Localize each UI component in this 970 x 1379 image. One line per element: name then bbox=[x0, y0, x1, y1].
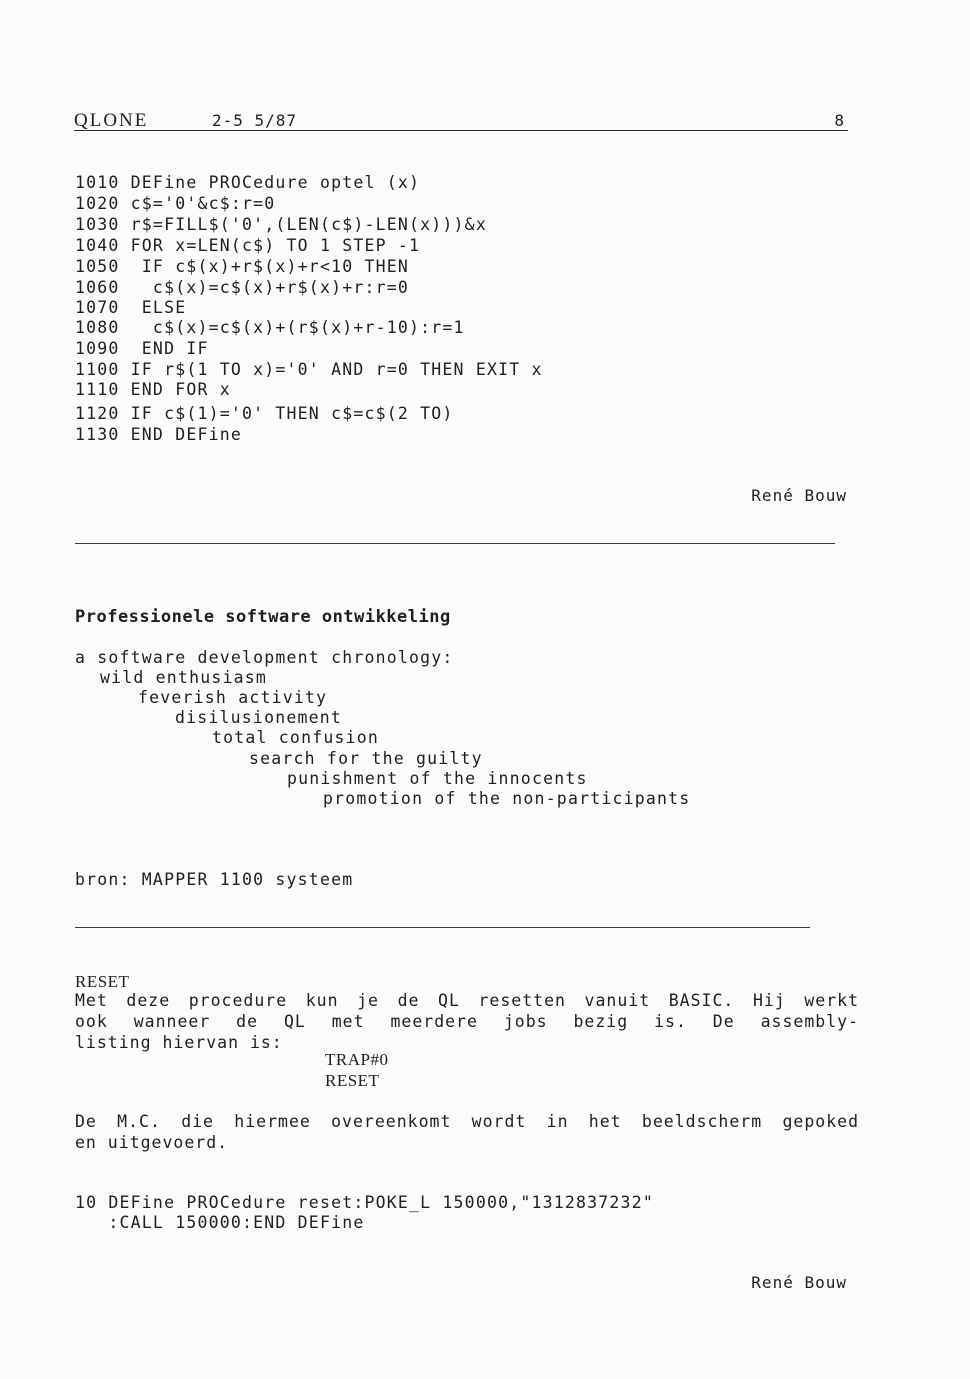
code-line: 1050 IF c$(x)+r$(x)+r<10 THEN bbox=[75, 257, 410, 276]
code-line: 1090 END IF bbox=[75, 339, 209, 358]
chronology-item: total confusion bbox=[212, 728, 380, 747]
chronology-item: disilusionement bbox=[175, 708, 343, 727]
section-heading: RESET bbox=[75, 972, 130, 991]
code-line: 1110 END FOR x bbox=[75, 380, 231, 399]
paragraph-line: Met deze procedure kun je de QL resetten vanuit BASIC. Hij werkt bbox=[75, 991, 859, 1010]
code-line: 1120 IF c$(1)='0' THEN c$=c$(2 TO) bbox=[75, 404, 454, 423]
magazine-title: QLONE bbox=[74, 110, 149, 131]
chronology-item: punishment of the innocents bbox=[287, 769, 588, 788]
assembly-line: RESET bbox=[325, 1071, 380, 1090]
body-paragraph bbox=[75, 1111, 859, 1153]
paragraph-line: ook wanneer de QL met meerdere jobs bezig is. De assembly- bbox=[75, 1012, 859, 1031]
paragraph-line: en uitgevoerd. bbox=[75, 1133, 229, 1152]
chronology-item: promotion of the non-participants bbox=[323, 789, 691, 808]
section-divider bbox=[75, 543, 835, 544]
code-line: 1040 FOR x=LEN(c$) TO 1 STEP -1 bbox=[75, 236, 421, 255]
paragraph-line: listing hiervan is: bbox=[75, 1033, 283, 1052]
source-note: bron: MAPPER 1100 systeem bbox=[75, 870, 354, 889]
code-line: 1030 r$=FILL$('0',(LEN(c$)-LEN(x)))&x bbox=[75, 215, 487, 234]
paragraph-line: De M.C. die hiermee overeenkomt wordt in het beeldscherm gepoked bbox=[75, 1112, 859, 1131]
code-line: 1020 c$='0'&c$:r=0 bbox=[75, 194, 276, 213]
chronology-item: feverish activity bbox=[138, 688, 328, 707]
code-line: :CALL 150000:END DEFine bbox=[75, 1213, 365, 1232]
code-line: 1060 c$(x)=c$(x)+r$(x)+r:r=0 bbox=[75, 278, 410, 297]
page-header bbox=[74, 110, 848, 131]
assembly-line: TRAP#0 bbox=[325, 1050, 389, 1069]
code-line: 1080 c$(x)=c$(x)+(r$(x)+r-10):r=1 bbox=[75, 318, 465, 337]
author-signature: René Bouw bbox=[751, 486, 847, 505]
page-number: 8 bbox=[834, 111, 844, 130]
code-line: 1100 IF r$(1 TO x)='0' AND r=0 THEN EXIT x bbox=[75, 360, 543, 379]
code-line: 10 DEFine PROCedure reset:POKE_L 150000,"1312837232" bbox=[75, 1193, 654, 1212]
code-line: 1010 DEFine PROCedure optel (x) bbox=[75, 173, 421, 192]
article-title: Professionele software ontwikkeling bbox=[75, 607, 451, 627]
issue-number: 2-5 5/87 bbox=[212, 111, 298, 130]
author-signature: René Bouw bbox=[751, 1273, 847, 1292]
body-paragraph bbox=[75, 990, 859, 1053]
code-line: 1130 END DEFine bbox=[75, 425, 243, 444]
chronology-intro: a software development chronology: bbox=[75, 648, 454, 667]
chronology-item: wild enthusiasm bbox=[100, 668, 268, 687]
code-line: 1070 ELSE bbox=[75, 298, 187, 317]
section-divider bbox=[75, 927, 810, 928]
chronology-item: search for the guilty bbox=[249, 749, 483, 768]
